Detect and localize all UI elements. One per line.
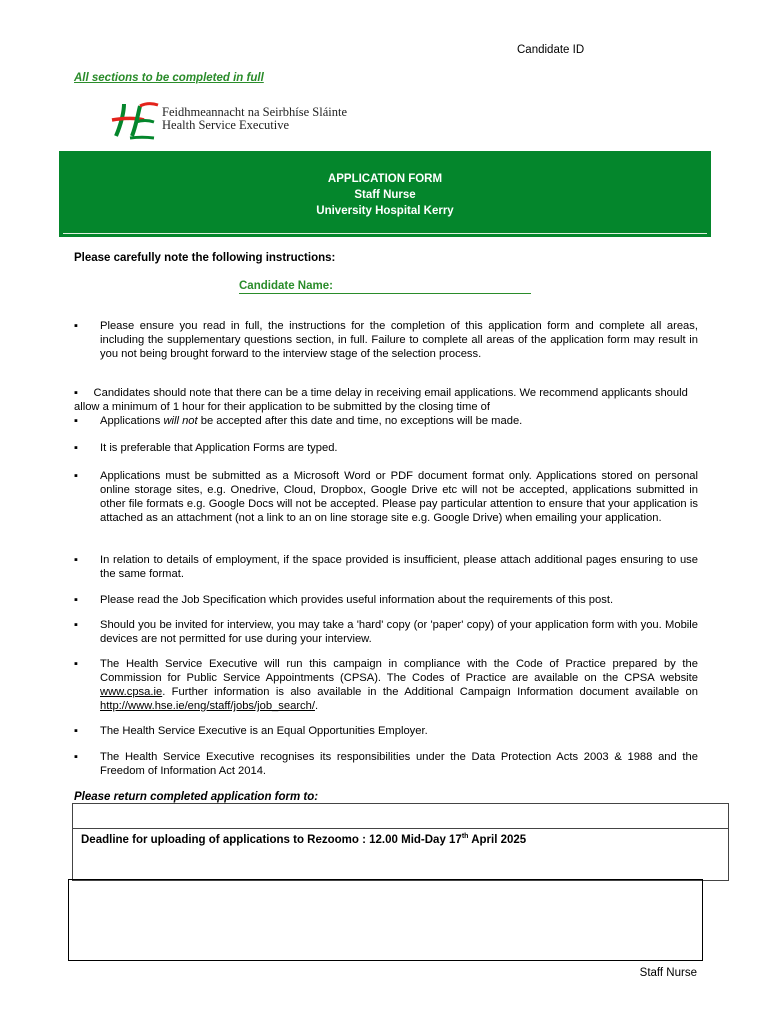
bullet-icon: ▪ (74, 415, 78, 427)
footer-text: Staff Nurse (639, 967, 697, 979)
candidate-id-label: Candidate ID (517, 44, 585, 56)
bullet-icon: ▪ (74, 619, 78, 631)
instruction-item: ▪ Applications must be submitted as a Microsoft Word or PDF document format only. Applications stored on personal online storage sites, e.g. Onedrive, Cloud, Dropbox, Google Drive etc will not be accepted, applications submitted in other file formats e.g. Google Docs will not be accepted. Please pay particular attention to ensure that your application is attached as an attachment (not a link to an on line storage site e.g. Google Drive) when emailing your application. (74, 470, 698, 524)
bullet-icon: ▪ (74, 554, 78, 566)
bullet-icon: ▪ (74, 442, 78, 454)
instruction-item: ▪ Candidates should note that there can be a time delay in receiving email applications. We recommend applicants should allow a minimum of 1 hour for their application to be submitted by the closing time of (74, 387, 688, 413)
sections-note: All sections to be completed in full (74, 72, 264, 84)
hse-logo-mark-icon (110, 100, 162, 142)
instruction-item: ▪ In relation to details of employment, if the space provided is insufficient, please attach additional pages ensuring to use the same format. (74, 554, 698, 580)
form-location: University Hospital Kerry (316, 205, 454, 217)
bullet-icon: ▪ (74, 725, 78, 737)
instruction-item: ▪ Please ensure you read in full, the instructions for the completion of this application form and complete all areas, including the supplementary questions section, in full. Failure to complete all areas of the application form may result in you not being brought forward to the interview stage of the selection process. (74, 320, 698, 360)
bullet-icon: ▪ (74, 387, 78, 399)
banner-text (59, 171, 711, 219)
return-address-box (72, 803, 729, 881)
form-title: APPLICATION FORM (327, 173, 443, 185)
instruction-item: ▪ Applications will not be accepted after this date and time, no exceptions will be made. (74, 415, 523, 427)
bullet-icon: ▪ (74, 470, 78, 482)
hse-logo (110, 100, 350, 142)
instruction-item: ▪ Please read the Job Specification which provides useful information about the requirements of this post. (74, 594, 614, 606)
form-banner (59, 151, 711, 237)
deadline-text: Deadline for uploading of applications to Rezoomo : 12.00 Mid-Day 17th April 2025 (81, 833, 527, 846)
logo-text (162, 106, 347, 132)
cpsa-link[interactable]: www.cpsa.ie (100, 686, 163, 698)
instruction-item: ▪ The Health Service Executive will run this campaign in compliance with the Code of Practice prepared by the Commission for Public Service Appointments (CPSA). The Codes of Practice are available on the CPSA website www.cpsa.ie. Further information is also available in the Additional Campaign Information document available on http://www.hse.ie/eng/staff/jobs/job_search/. (74, 658, 698, 712)
bullet-icon: ▪ (74, 320, 78, 332)
logo-line-english: Health Service Executive (162, 118, 290, 132)
bullet-icon: ▪ (74, 658, 78, 670)
instruction-item: ▪ Should you be invited for interview, you may take a 'hard' copy (or 'paper' copy) of your application form with you. Mobile devices are not permitted for use during your interview. (74, 619, 698, 645)
blank-entry-box[interactable] (68, 879, 703, 961)
bullet-icon: ▪ (74, 751, 78, 763)
box-divider (73, 828, 728, 829)
bullet-icon: ▪ (74, 594, 78, 606)
instruction-item: ▪ The Health Service Executive is an Equal Opportunities Employer. (74, 725, 428, 737)
candidate-name-field[interactable]: Candidate Name: (239, 280, 531, 294)
hse-jobs-link[interactable]: http://www.hse.ie/eng/staff/jobs/job_search/ (100, 700, 315, 712)
instruction-item: ▪ The Health Service Executive recognises its responsibilities under the Data Protection Acts 2003 & 1988 and the Freedom of Information Act 2014. (74, 751, 698, 777)
logo-line-irish: Feidhmeannacht na Seirbhíse Sláinte (162, 105, 348, 119)
return-title: Please return completed application form to: (74, 791, 319, 803)
instructions-title: Please carefully note the following instructions: (74, 252, 336, 264)
form-position: Staff Nurse (354, 189, 416, 201)
instruction-item: ▪ It is preferable that Application Forms are typed. (74, 442, 338, 454)
